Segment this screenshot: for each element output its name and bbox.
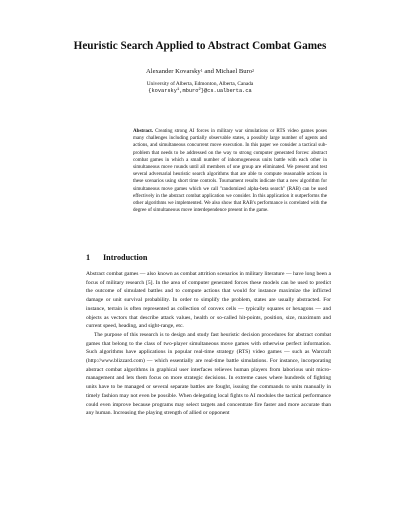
author-name: Michael Buro [215,68,253,75]
body-text [86,270,331,418]
affiliation: University of Alberta, Edmonton, Alberta, Canada [146,81,254,87]
body-paragraph: The purpose of this research is to design and study fast heuristic decision procedures for abstract combat games that belong to the class of two-player simultaneous move games with otherwise perfect information. Such algorithms have applications in popular real-time strategy (RTS) video games — such as Warcraft (http://www.blizzard.com) — which essentially are real-time battle simulations. For instance, incorporating abstract combat algorithms in graphical user interfaces relieves human players from laborious unit micro-management and lets them focus on more strategic decisions. In extreme cases where hundreds of fighting units have to be managed or several separate battles are fought, issuing the commands to units manually in timely fashion may not even be possible. When delegating local fights to AI modules the tactical performance could even improve because programs may select targets and concentrate fire faster and more accurate than any human. Increasing the playing strength of allied or opponent [86,331,331,417]
author-conjunction: and [202,68,216,75]
email-mark: 2 [198,88,201,92]
email-mark: 1 [176,88,180,92]
author-footnote-mark: 1 [200,68,203,73]
email-user: kovarsky [151,88,177,94]
author-name: Alexander Kovarsky [145,68,201,75]
abstract-label: Abstract. [133,128,154,134]
section-number: 1 [86,253,91,262]
author-line [0,68,400,76]
paper-title: Heuristic Search Applied to Abstract Combat Games [73,40,327,52]
author-footnote-mark: 2 [252,68,255,73]
email-domain: @cs.ualberta.ca [204,88,252,94]
body-paragraph: Abstract combat games — also known as combat attrition scenarios in military literature — have long been a focus of military research [5]. In the area of computer generated forces these models can be used to predict the outcome of simulated battles and to compute actions that would for instance maximize the inflicted damage or unit survival probability. In order to simplify the problem, states are usually abstracted. For instance, terrain is often represented as collection of convex cells — typically squares or hexagons — and objects as vectors that describe attack values, health or so-called hit-points, position, size, maximum and current speed, heading, and sight-range, etc. [86,271,331,330]
abstract-text: Creating strong AI forces in military war simulations or RTS video games poses many challenges including partially observable states, a possibly large number of agents and actions, and simultaneous concurrent move execution. In this paper we consider a tactical sub-problem that needs to be addressed on the way to strong computer generated forces: abstract combat games in which a small number of inhomogeneous units battle with each other in simultaneous move rounds until all members of one group are eliminated. We present and test several adversarial heuristic search algorithms that are able to compute reasonable actions in these scenarios using short time controls. Tournament results indicate that a new algorithm for simultaneous move games which we call "randomized alpha-beta search" (RAB) can be used effectively in the abstract combat application we consider. In this application it outperforms the other algorithms we implemented. We also show that RAB's performance is correlated with the degree of simultaneous move interdependence present in the game. [133,128,327,214]
section-heading [86,253,147,263]
section-title: Introduction [103,253,148,262]
email-user: mburo [182,88,199,94]
abstract-block [133,128,327,214]
email-address: {kovarsky$^1$,mburo$^2$}@cs.ualberta.ca [148,88,252,94]
email-line [0,88,400,95]
